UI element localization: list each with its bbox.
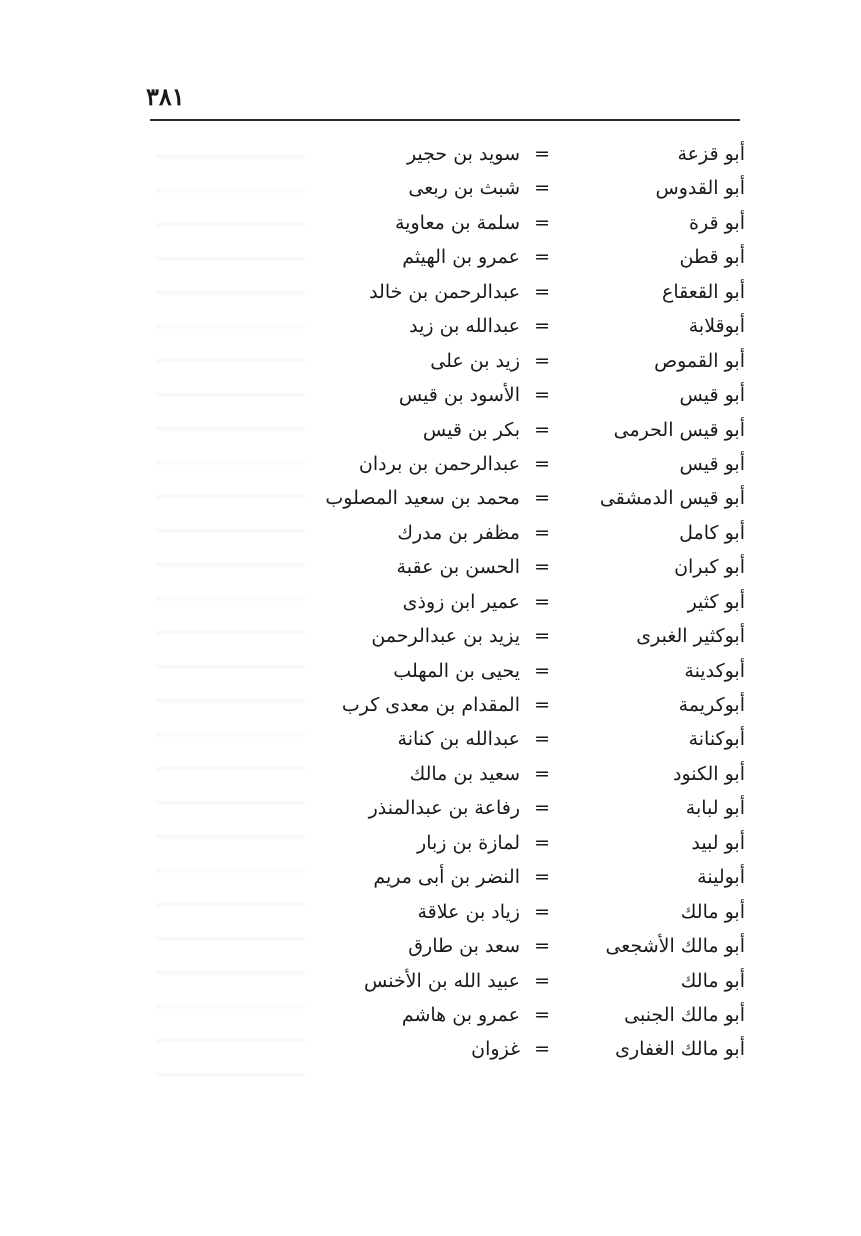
full-name-text: عمرو بن هاشم — [401, 1003, 520, 1026]
kunya-text: أبو لبابة — [685, 797, 745, 820]
list-item — [150, 656, 745, 690]
kunya-text: أبوكدينة — [684, 659, 745, 682]
kunya-text: أبوكثير الغبرى — [636, 625, 745, 648]
full-name-text: زياد بن علاقة — [417, 900, 520, 923]
kunya-text: أبوقلابة — [688, 315, 745, 338]
kunya-text: أبو قيس الحرمى — [613, 418, 745, 441]
equals-sign: = — [534, 625, 550, 648]
equals-sign: = — [534, 521, 550, 544]
equals-sign: = — [534, 1038, 550, 1061]
full-name-text: الحسن بن عقبة — [396, 556, 520, 579]
full-name-text: عبدالله بن زيد — [409, 315, 520, 338]
list-item — [150, 759, 745, 793]
kunya-text: أبو كبران — [674, 556, 745, 579]
list-item — [150, 931, 745, 965]
full-name-text: عبدالرحمن بن بردان — [358, 452, 520, 475]
full-name-text: عمرو بن الهيثم — [402, 246, 520, 269]
list-item — [150, 311, 745, 345]
kunya-list — [150, 139, 745, 1069]
full-name-text: عمير ابن زوذى — [402, 590, 520, 613]
list-item — [150, 587, 745, 621]
equals-sign: = — [534, 246, 550, 269]
list-item — [150, 415, 745, 449]
list-item — [150, 828, 745, 862]
equals-sign: = — [534, 866, 550, 889]
kunya-text: أبو مالك الجنبى — [624, 1003, 745, 1026]
list-item — [150, 724, 745, 758]
equals-sign: = — [534, 177, 550, 200]
kunya-text: أبو كثير — [687, 590, 745, 613]
full-name-text: لمازة بن زبار — [417, 831, 520, 854]
kunya-text: أبو القعقاع — [661, 280, 745, 303]
full-name-text: سلمة بن معاوية — [395, 211, 520, 234]
list-item — [150, 966, 745, 1000]
kunya-text: أبو قطن — [679, 246, 745, 269]
header-rule — [150, 119, 740, 121]
kunya-text: أبوكنانة — [688, 728, 745, 751]
kunya-text: أبو القموص — [654, 349, 745, 372]
list-item — [150, 242, 745, 276]
list-item — [150, 1034, 745, 1068]
kunya-text: أبو قيس الدمشقى — [599, 487, 745, 510]
full-name-text: شبث بن ربعى — [408, 177, 520, 200]
equals-sign: = — [534, 143, 550, 165]
equals-sign: = — [534, 487, 550, 510]
equals-sign: = — [534, 694, 550, 716]
kunya-text: أبو مالك الأشجعى — [605, 935, 745, 958]
equals-sign: = — [534, 418, 550, 441]
equals-sign: = — [534, 384, 550, 407]
kunya-text: أبو كامل — [679, 521, 745, 544]
page-number: ٣٨١ — [146, 82, 185, 111]
full-name-text: يزيد بن عبدالرحمن — [371, 625, 520, 648]
list-item — [150, 173, 745, 207]
equals-sign: = — [534, 969, 550, 992]
list-item — [150, 346, 745, 380]
list-item — [150, 793, 745, 827]
list-item — [150, 552, 745, 586]
equals-sign: = — [534, 831, 550, 854]
list-item — [150, 380, 745, 414]
kunya-text: أبو قيس — [679, 452, 745, 475]
kunya-text: أبولينة — [697, 866, 745, 889]
full-name-text: يحيى بن المهلب — [393, 659, 520, 682]
full-name-text: زيد بن على — [430, 349, 520, 372]
full-name-text: النضر بن أبى مريم — [373, 866, 520, 889]
equals-sign: = — [534, 590, 550, 613]
list-item — [150, 518, 745, 552]
list-item — [150, 897, 745, 931]
full-name-text: عبدالرحمن بن خالد — [369, 280, 520, 303]
equals-sign: = — [534, 1003, 550, 1026]
full-name-text: عبيد الله بن الأخنس — [363, 969, 520, 992]
kunya-text: أبو القدوس — [655, 177, 745, 200]
equals-sign: = — [534, 935, 550, 958]
list-item — [150, 483, 745, 517]
full-name-text: سعيد بن مالك — [409, 762, 520, 785]
equals-sign: = — [534, 797, 550, 820]
equals-sign: = — [534, 349, 550, 372]
equals-sign: = — [534, 452, 550, 475]
full-name-text: غزوان — [471, 1038, 520, 1061]
full-name-text: الأسود بن قيس — [398, 384, 520, 407]
equals-sign: = — [534, 900, 550, 923]
full-name-text: محمد بن سعيد المصلوب — [325, 487, 520, 510]
kunya-text: أبو مالك — [680, 900, 745, 923]
equals-sign: = — [534, 556, 550, 579]
list-item — [150, 690, 745, 724]
full-name-text: المقدام بن معدى كرب — [341, 694, 520, 716]
full-name-text: رفاعة بن عبدالمنذر — [368, 797, 520, 820]
list-item — [150, 862, 745, 896]
list-item — [150, 277, 745, 311]
full-name-text: مظفر بن مدرك — [397, 521, 520, 544]
equals-sign: = — [534, 315, 550, 338]
list-item — [150, 1000, 745, 1034]
kunya-text: أبو قزعة — [677, 143, 745, 165]
equals-sign: = — [534, 280, 550, 303]
kunya-text: أبو قرة — [689, 211, 745, 234]
kunya-text: أبو مالك الغفارى — [615, 1038, 745, 1061]
kunya-text: أبو قيس — [679, 384, 745, 407]
equals-sign: = — [534, 211, 550, 234]
kunya-text: أبو الكنود — [673, 762, 745, 785]
equals-sign: = — [534, 659, 550, 682]
full-name-text: عبدالله بن كنانة — [397, 728, 520, 751]
full-name-text: بكر بن قيس — [422, 418, 520, 441]
full-name-text: سعد بن طارق — [408, 935, 520, 958]
full-name-text: سويد بن حجير — [406, 143, 520, 165]
list-item — [150, 139, 745, 173]
kunya-text: أبوكريمة — [678, 694, 745, 716]
kunya-text: أبو لبيد — [691, 831, 745, 854]
list-item — [150, 449, 745, 483]
equals-sign: = — [534, 762, 550, 785]
list-item — [150, 208, 745, 242]
equals-sign: = — [534, 728, 550, 751]
list-item — [150, 621, 745, 655]
kunya-text: أبو مالك — [680, 969, 745, 992]
